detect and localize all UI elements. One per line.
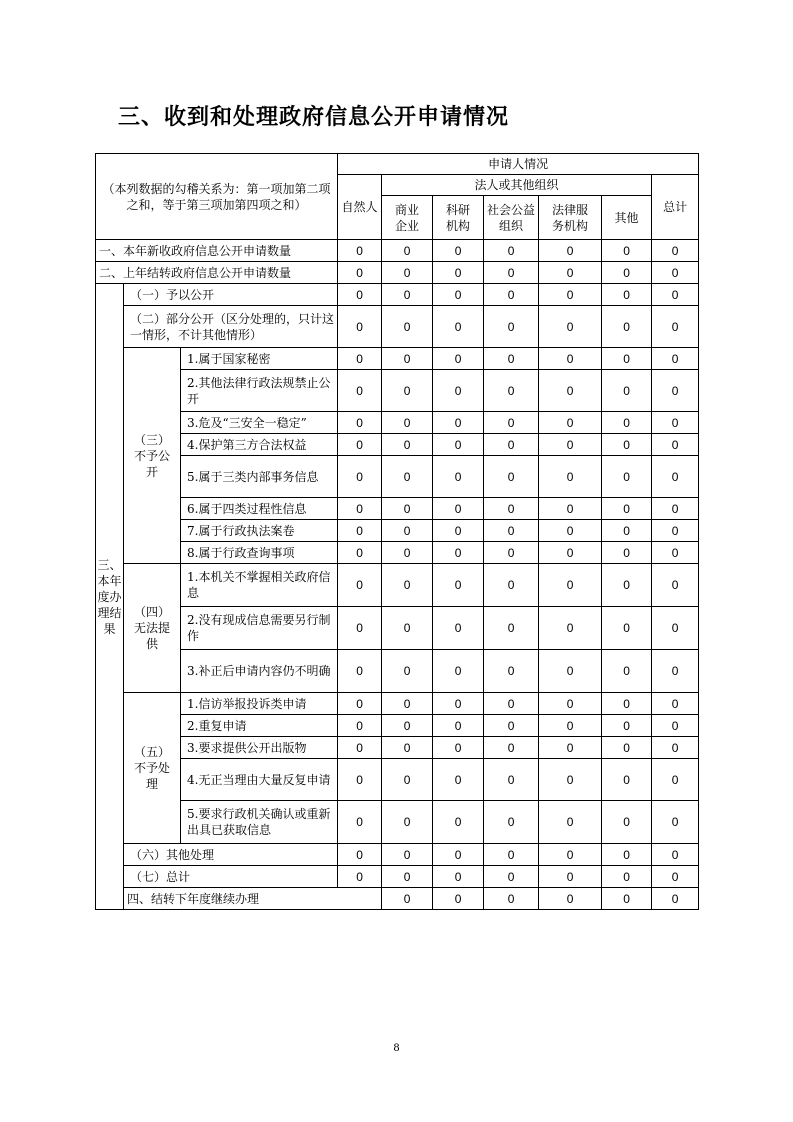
row-label: 3.补正后申请内容仍不明确 bbox=[181, 650, 338, 693]
cell-value: 0 bbox=[539, 693, 602, 715]
cell-value: 0 bbox=[382, 715, 433, 737]
cell-value: 0 bbox=[484, 370, 539, 412]
cell-value: 0 bbox=[433, 498, 484, 520]
page-number: 8 bbox=[393, 1040, 400, 1054]
cell-value: 0 bbox=[652, 348, 699, 370]
row-label: （一）予以公开 bbox=[124, 284, 338, 306]
page-title: 三、收到和处理政府信息公开申请情况 bbox=[118, 105, 510, 130]
row-label: 1.属于国家秘密 bbox=[181, 348, 338, 370]
cell-value: 0 bbox=[382, 520, 433, 542]
cell-value: 0 bbox=[382, 844, 433, 866]
cell-value: 0 bbox=[433, 650, 484, 693]
cell-value: 0 bbox=[338, 542, 382, 564]
cell-value: 0 bbox=[539, 801, 602, 844]
cell-value: 0 bbox=[484, 888, 539, 910]
cell-value: 0 bbox=[382, 240, 433, 262]
cell-value: 0 bbox=[484, 456, 539, 498]
row-label: （二）部分公开（区分处理的，只计这一情形，不计其他情形） bbox=[124, 306, 338, 348]
row-label: 4.保护第三方合法权益 bbox=[181, 434, 338, 456]
cell-value: 0 bbox=[338, 306, 382, 348]
cell-value: 0 bbox=[338, 715, 382, 737]
group-four-label: （四）无法提供 bbox=[124, 564, 181, 693]
cell-value: 0 bbox=[382, 866, 433, 888]
cell-value: 0 bbox=[338, 564, 382, 607]
cell-value: 0 bbox=[602, 844, 652, 866]
row-label: 2.其他法律行政法规禁止公开 bbox=[181, 370, 338, 412]
header-note: （本列数据的勾稽关系为：第一项加第二项之和，等于第三项加第四项之和） bbox=[96, 154, 338, 240]
cell-value: 0 bbox=[338, 693, 382, 715]
cell-value: 0 bbox=[539, 844, 602, 866]
cell-value: 0 bbox=[602, 240, 652, 262]
cell-value: 0 bbox=[539, 284, 602, 306]
cell-value: 0 bbox=[338, 262, 382, 284]
row-label: 2.重复申请 bbox=[181, 715, 338, 737]
cell-value: 0 bbox=[539, 650, 602, 693]
cell-value: 0 bbox=[652, 434, 699, 456]
row-label: 一、本年新收政府信息公开申请数量 bbox=[96, 240, 338, 262]
cell-value: 0 bbox=[433, 434, 484, 456]
cell-value: 0 bbox=[539, 306, 602, 348]
cell-value: 0 bbox=[539, 607, 602, 650]
row-label: 1.信访举报投诉类申请 bbox=[181, 693, 338, 715]
cell-value: 0 bbox=[484, 801, 539, 844]
row-label: 3.危及“三安全一稳定” bbox=[181, 412, 338, 434]
cell-value: 0 bbox=[433, 456, 484, 498]
cell-value: 0 bbox=[652, 284, 699, 306]
cell-value: 0 bbox=[433, 607, 484, 650]
cell-value: 0 bbox=[433, 306, 484, 348]
cell-value: 0 bbox=[602, 693, 652, 715]
group-five-label: （五）不予处理 bbox=[124, 693, 181, 844]
cell-value: 0 bbox=[539, 456, 602, 498]
cell-value: 0 bbox=[382, 650, 433, 693]
cell-value: 0 bbox=[433, 715, 484, 737]
cell-value: 0 bbox=[602, 715, 652, 737]
cell-value: 0 bbox=[602, 607, 652, 650]
cell-value: 0 bbox=[484, 262, 539, 284]
row-label: 1.本机关不掌握相关政府信息 bbox=[181, 564, 338, 607]
cell-value: 0 bbox=[602, 520, 652, 542]
cell-value: 0 bbox=[338, 434, 382, 456]
cell-value: 0 bbox=[433, 348, 484, 370]
cell-value: 0 bbox=[433, 737, 484, 759]
cell-value: 0 bbox=[338, 844, 382, 866]
cell-value: 0 bbox=[433, 370, 484, 412]
cell-value: 0 bbox=[602, 434, 652, 456]
cell-value: 0 bbox=[652, 607, 699, 650]
cell-value: 0 bbox=[382, 370, 433, 412]
cell-value: 0 bbox=[433, 542, 484, 564]
cell-value: 0 bbox=[484, 693, 539, 715]
row-label: 4.无正当理由大量反复申请 bbox=[181, 759, 338, 801]
cell-value: 0 bbox=[382, 262, 433, 284]
cell-value: 0 bbox=[539, 564, 602, 607]
row-label: 3.要求提供公开出版物 bbox=[181, 737, 338, 759]
row-label: 二、上年结转政府信息公开申请数量 bbox=[96, 262, 338, 284]
cell-value: 0 bbox=[338, 801, 382, 844]
cell-value: 0 bbox=[602, 498, 652, 520]
cell-value: 0 bbox=[602, 542, 652, 564]
header-other: 其他 bbox=[602, 196, 652, 240]
cell-value: 0 bbox=[652, 542, 699, 564]
cell-value: 0 bbox=[602, 306, 652, 348]
cell-value: 0 bbox=[652, 650, 699, 693]
header-applicant: 申请人情况 bbox=[338, 154, 699, 175]
header-legal-service: 法律服务机构 bbox=[539, 196, 602, 240]
header-commercial: 商业企业 bbox=[382, 196, 433, 240]
cell-value: 0 bbox=[652, 759, 699, 801]
cell-value: 0 bbox=[484, 412, 539, 434]
cell-value: 0 bbox=[602, 348, 652, 370]
cell-value: 0 bbox=[484, 564, 539, 607]
cell-value: 0 bbox=[484, 844, 539, 866]
row-label: 8.属于行政查询事项 bbox=[181, 542, 338, 564]
section-three-label: 三、本年度办理结果 bbox=[96, 284, 124, 910]
cell-value: 0 bbox=[652, 693, 699, 715]
cell-value: 0 bbox=[652, 370, 699, 412]
cell-value: 0 bbox=[652, 306, 699, 348]
cell-value: 0 bbox=[433, 412, 484, 434]
cell-value: 0 bbox=[338, 759, 382, 801]
cell-value: 0 bbox=[338, 240, 382, 262]
cell-value: 0 bbox=[382, 456, 433, 498]
cell-value: 0 bbox=[652, 564, 699, 607]
cell-value: 0 bbox=[484, 866, 539, 888]
cell-value: 0 bbox=[602, 759, 652, 801]
cell-value: 0 bbox=[433, 240, 484, 262]
cell-value: 0 bbox=[652, 844, 699, 866]
cell-value: 0 bbox=[484, 607, 539, 650]
cell-value: 0 bbox=[539, 412, 602, 434]
cell-value: 0 bbox=[602, 284, 652, 306]
cell-value: 0 bbox=[382, 888, 433, 910]
cell-value: 0 bbox=[539, 370, 602, 412]
cell-value: 0 bbox=[539, 866, 602, 888]
cell-value: 0 bbox=[433, 564, 484, 607]
row-label: 6.属于四类过程性信息 bbox=[181, 498, 338, 520]
cell-value: 0 bbox=[652, 866, 699, 888]
cell-value: 0 bbox=[484, 434, 539, 456]
cell-value: 0 bbox=[652, 801, 699, 844]
cell-value: 0 bbox=[338, 456, 382, 498]
cell-value: 0 bbox=[382, 284, 433, 306]
row-label: 5.属于三类内部事务信息 bbox=[181, 456, 338, 498]
cell-value: 0 bbox=[539, 434, 602, 456]
cell-value: 0 bbox=[652, 412, 699, 434]
row-label: 7.属于行政执法案卷 bbox=[181, 520, 338, 542]
cell-value: 0 bbox=[484, 306, 539, 348]
cell-value: 0 bbox=[484, 542, 539, 564]
cell-value: 0 bbox=[602, 737, 652, 759]
cell-value: 0 bbox=[484, 650, 539, 693]
cell-value: 0 bbox=[433, 759, 484, 801]
cell-value: 0 bbox=[382, 412, 433, 434]
cell-value: 0 bbox=[602, 650, 652, 693]
cell-value: 0 bbox=[338, 498, 382, 520]
cell-value: 0 bbox=[652, 240, 699, 262]
cell-value: 0 bbox=[539, 715, 602, 737]
group-three-label: （三）不予公开 bbox=[124, 348, 181, 564]
row-label: （七）总计 bbox=[124, 866, 338, 888]
cell-value: 0 bbox=[602, 866, 652, 888]
cell-value: 0 bbox=[433, 693, 484, 715]
cell-value: 0 bbox=[484, 284, 539, 306]
cell-value: 0 bbox=[382, 542, 433, 564]
cell-value: 0 bbox=[433, 844, 484, 866]
cell-value: 0 bbox=[382, 759, 433, 801]
cell-value: 0 bbox=[382, 801, 433, 844]
cell-value: 0 bbox=[652, 715, 699, 737]
cell-value: 0 bbox=[484, 737, 539, 759]
cell-value: 0 bbox=[382, 306, 433, 348]
cell-value: 0 bbox=[484, 715, 539, 737]
cell-value: 0 bbox=[382, 434, 433, 456]
cell-value: 0 bbox=[539, 262, 602, 284]
cell-value: 0 bbox=[652, 737, 699, 759]
row-label: 四、结转下年度继续办理 bbox=[124, 888, 382, 910]
cell-value: 0 bbox=[602, 456, 652, 498]
cell-value: 0 bbox=[539, 737, 602, 759]
cell-value: 0 bbox=[338, 650, 382, 693]
cell-value: 0 bbox=[539, 348, 602, 370]
cell-value: 0 bbox=[652, 520, 699, 542]
cell-value: 0 bbox=[338, 412, 382, 434]
cell-value: 0 bbox=[338, 607, 382, 650]
cell-value: 0 bbox=[539, 520, 602, 542]
header-research: 科研机构 bbox=[433, 196, 484, 240]
cell-value: 0 bbox=[338, 866, 382, 888]
cell-value: 0 bbox=[382, 348, 433, 370]
cell-value: 0 bbox=[382, 693, 433, 715]
cell-value: 0 bbox=[433, 801, 484, 844]
cell-value: 0 bbox=[484, 759, 539, 801]
cell-value: 0 bbox=[433, 262, 484, 284]
cell-value: 0 bbox=[652, 456, 699, 498]
row-label: 2.没有现成信息需要另行制作 bbox=[181, 607, 338, 650]
cell-value: 0 bbox=[338, 284, 382, 306]
cell-value: 0 bbox=[652, 888, 699, 910]
cell-value: 0 bbox=[484, 348, 539, 370]
cell-value: 0 bbox=[484, 520, 539, 542]
header-total: 总计 bbox=[652, 175, 699, 240]
cell-value: 0 bbox=[602, 888, 652, 910]
cell-value: 0 bbox=[433, 520, 484, 542]
cell-value: 0 bbox=[484, 240, 539, 262]
row-label: 5.要求行政机关确认或重新出具已获取信息 bbox=[181, 801, 338, 844]
header-natural-person: 自然人 bbox=[338, 175, 382, 240]
cell-value: 0 bbox=[433, 866, 484, 888]
header-legal-group: 法人或其他组织 bbox=[382, 175, 652, 196]
cell-value: 0 bbox=[602, 801, 652, 844]
cell-value: 0 bbox=[602, 564, 652, 607]
cell-value: 0 bbox=[484, 498, 539, 520]
cell-value: 0 bbox=[539, 542, 602, 564]
cell-value: 0 bbox=[382, 737, 433, 759]
cell-value: 0 bbox=[382, 607, 433, 650]
row-label: （六）其他处理 bbox=[124, 844, 338, 866]
cell-value: 0 bbox=[382, 564, 433, 607]
cell-value: 0 bbox=[602, 412, 652, 434]
cell-value: 0 bbox=[602, 370, 652, 412]
cell-value: 0 bbox=[382, 498, 433, 520]
cell-value: 0 bbox=[539, 498, 602, 520]
cell-value: 0 bbox=[652, 262, 699, 284]
cell-value: 0 bbox=[338, 348, 382, 370]
cell-value: 0 bbox=[433, 284, 484, 306]
statistics-table bbox=[95, 153, 699, 910]
cell-value: 0 bbox=[539, 759, 602, 801]
cell-value: 0 bbox=[433, 888, 484, 910]
cell-value: 0 bbox=[338, 520, 382, 542]
cell-value: 0 bbox=[338, 370, 382, 412]
cell-value: 0 bbox=[539, 888, 602, 910]
cell-value: 0 bbox=[539, 240, 602, 262]
header-social: 社会公益组织 bbox=[484, 196, 539, 240]
cell-value: 0 bbox=[652, 498, 699, 520]
cell-value: 0 bbox=[338, 737, 382, 759]
cell-value: 0 bbox=[602, 262, 652, 284]
